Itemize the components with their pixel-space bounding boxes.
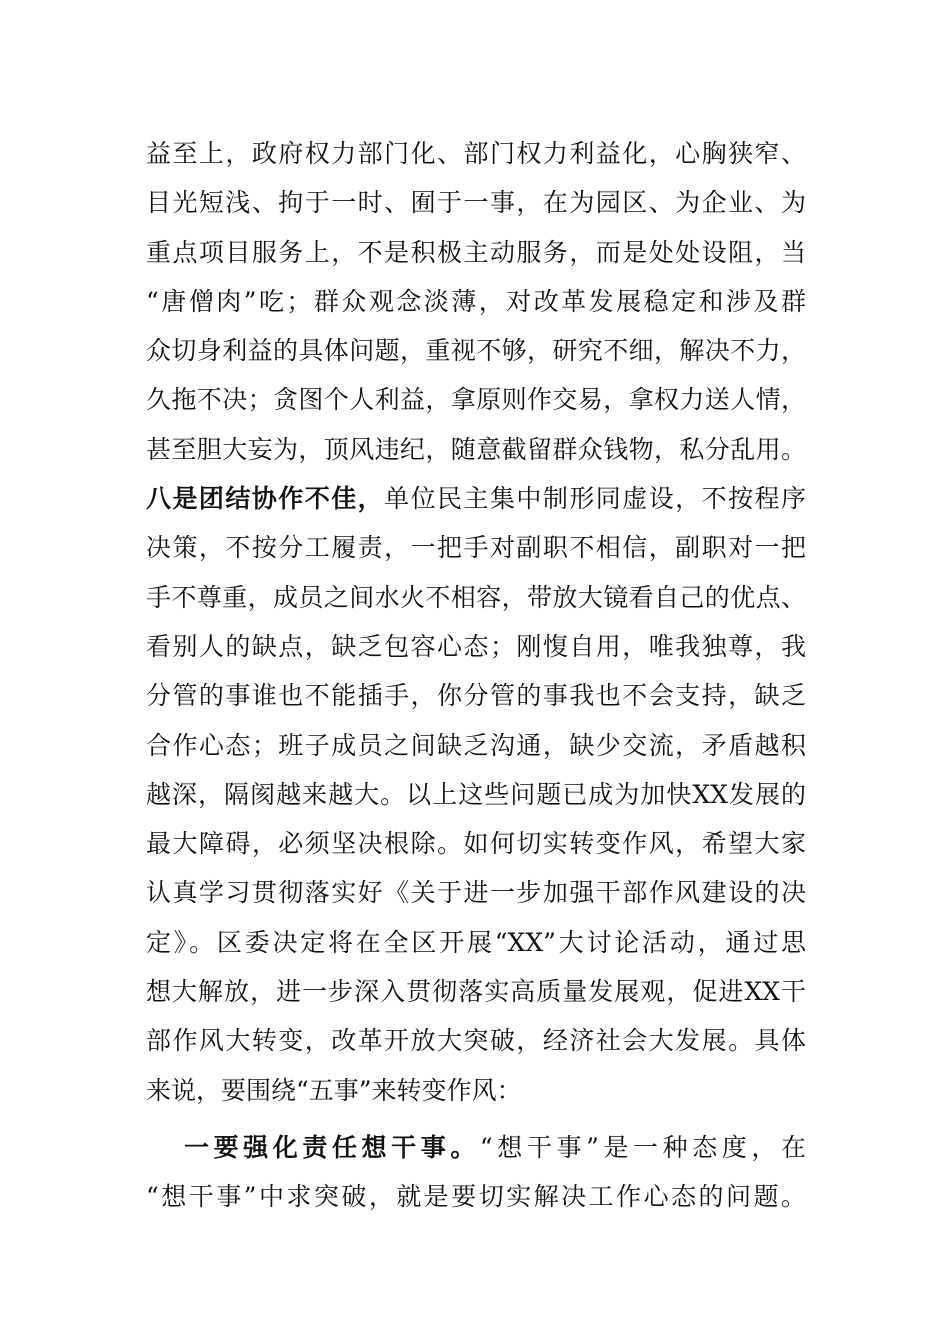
text-line-20: 来说，要围绕“五事”来转变作风：: [146, 1075, 522, 1105]
section-heading-1: 一要强化责任想干事。: [184, 1132, 480, 1162]
section-heading-8: 八是团结协作不佳，: [146, 484, 385, 514]
text-line-13: 合作心态；班子成员之间缺乏沟通，缺少交流，矛盾越积: [146, 730, 806, 760]
document-body: [146, 129, 806, 1222]
text-line-21-rest: “想干事”是一种态度，在: [479, 1132, 806, 1162]
text-line-7: 甚至胆大妄为，顶风违纪，随意截留群众钱物，私分乱用。: [146, 434, 806, 464]
paragraph-gap: [146, 1115, 806, 1123]
text-line-19: 部作风大转变，改革开放大突破，经济社会大发展。具体: [146, 1026, 806, 1056]
text-line-22: “想干事”中求突破，就是要切实解决工作心态的问题。: [146, 1182, 806, 1212]
text-line-3: 重点项目服务上，不是积极主动服务，而是处处设阻，当: [146, 237, 806, 267]
text-line-18: 想大解放，进一步深入贯彻落实高质量发展观，促进XX干: [146, 977, 806, 1007]
text-line-12: 分管的事谁也不能插手，你分管的事我也不会支持，缺乏: [146, 681, 806, 711]
text-line-6: 久拖不决；贪图个人利益，拿原则作交易，拿权力送人情，: [146, 385, 806, 415]
text-line-9: 决策，不按分工履责，一把手对副职不相信，副职对一把: [146, 533, 806, 563]
text-line-15: 最大障碍，必须坚决根除。如何切实转变作风，希望大家: [146, 829, 806, 859]
text-line-21: [146, 1123, 806, 1172]
text-line-10: 手不尊重，成员之间水火不相容，带放大镜看自己的优点、: [146, 582, 806, 612]
text-line-2: 目光短浅、拘于一时、囿于一事，在为园区、为企业、为: [146, 188, 806, 218]
text-line-5: 众切身利益的具体问题，重视不够，研究不细，解决不力，: [146, 336, 806, 366]
text-line-8: [146, 474, 806, 523]
text-line-4: “唐僧肉”吃；群众观念淡薄，对改革发展稳定和涉及群: [146, 286, 806, 316]
text-line-14: 越深，隔阂越来越大。以上这些问题已成为加快XX发展的: [146, 779, 806, 809]
text-line-11: 看别人的缺点，缺乏包容心态；刚愎自用，唯我独尊，我: [146, 631, 806, 661]
text-line-8-rest: 单位民主集中制形同虚设，不按程序: [384, 484, 806, 514]
text-line-16: 认真学习贯彻落实好《关于进一步加强干部作风建设的决: [146, 878, 806, 908]
text-line-17: 定》。区委决定将在全区开展“XX”大讨论活动，通过思: [146, 927, 806, 957]
text-line-1: 益至上，政府权力部门化、部门权力利益化，心胸狭窄、: [146, 139, 806, 168]
